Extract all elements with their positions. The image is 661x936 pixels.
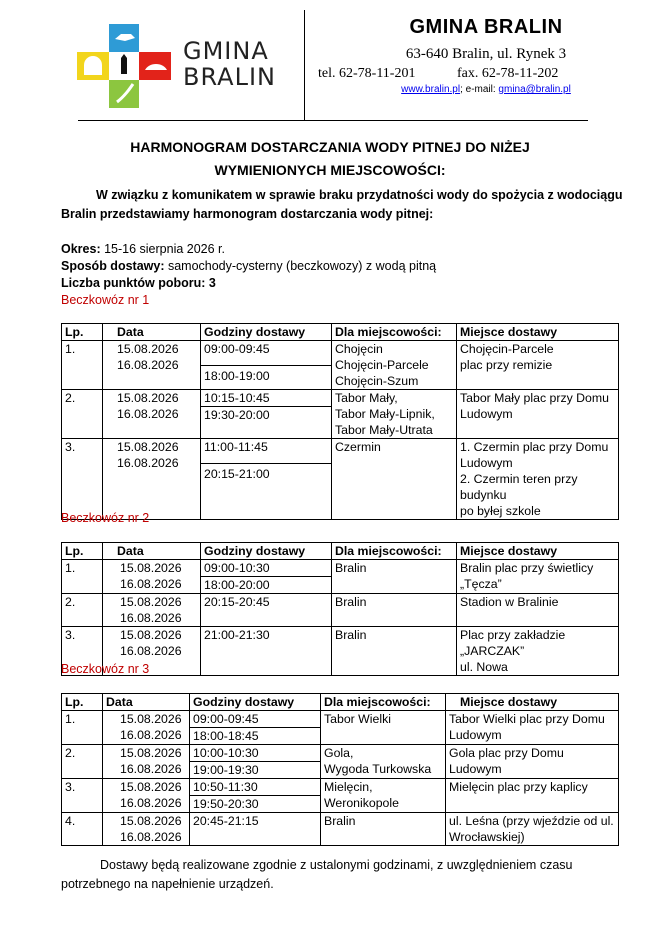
table-row: [62, 711, 619, 745]
cell-lp: 3.: [62, 779, 103, 813]
cell-hours: 20:15-20:45: [201, 594, 332, 627]
cell-place: Stadion w Bralinie: [457, 594, 619, 627]
cell-locality: Bralin: [321, 813, 446, 846]
cell-date: [103, 594, 201, 627]
cell-locality: Bralin: [332, 594, 457, 627]
cell-date: [103, 439, 201, 520]
place-1: Chojęcin-Parcele: [460, 342, 554, 356]
cell-hours: [190, 745, 321, 779]
cell-lp: 3.: [62, 627, 103, 676]
locality-1: Chojęcin: [335, 342, 383, 356]
hours-1: 10:00-10:30: [190, 745, 320, 762]
period-label: Okres:: [61, 242, 101, 256]
letterhead-contacts: [318, 66, 658, 82]
table-row: [62, 390, 619, 439]
table-header-row: [62, 694, 619, 711]
logo-text-gmina: GMINA: [183, 37, 269, 65]
cell-locality: Bralin: [332, 627, 457, 676]
cell-hours: [201, 560, 332, 594]
cell-date: [103, 341, 201, 390]
col-header-hours: Godziny dostawy: [201, 324, 332, 341]
cell-hours: 21:00-21:30: [201, 627, 332, 676]
web-contact-line: [308, 84, 661, 95]
place-4: po byłej szkole: [460, 504, 541, 518]
cell-locality: [321, 779, 446, 813]
place-2: Ludowym: [460, 407, 513, 421]
col-header-date: Data: [103, 694, 190, 711]
cell-lp: 1.: [62, 341, 103, 390]
cell-place: [457, 439, 619, 520]
locality-3: Tabor Mały-Utrata: [335, 423, 433, 437]
cell-date: [103, 745, 190, 779]
cell-lp: 3.: [62, 439, 103, 520]
cell-place: [446, 813, 619, 846]
cell-lp: 1.: [62, 560, 103, 594]
cell-hours: [201, 439, 332, 520]
cell-place: [457, 627, 619, 676]
place-2: Wrocławskiej): [449, 830, 525, 844]
hours-2: 18:00-20:00: [204, 578, 270, 592]
place-3: 2. Czermin teren przy budynku: [460, 472, 578, 502]
tanker-1-label: Beczkowóz nr 1: [61, 293, 150, 307]
col-header-date: Data: [103, 543, 201, 560]
cell-locality: Bralin: [332, 560, 457, 594]
period-value: 15-16 sierpnia 2026 r.: [100, 242, 225, 256]
place-2: Ludowym: [460, 456, 513, 470]
col-header-locality: Dla miejscowości:: [321, 694, 446, 711]
cell-lp: 4.: [62, 813, 103, 846]
method-line: [61, 259, 436, 273]
points-label: Liczba punktów poboru:: [61, 276, 206, 290]
col-header-lp: Lp.: [62, 694, 103, 711]
hours-2: 19:00-19:30: [193, 763, 259, 777]
place-2: plac przy remizie: [460, 358, 553, 372]
col-header-lp: Lp.: [62, 324, 103, 341]
website-link[interactable]: www.bralin.pl: [401, 84, 461, 95]
cell-date: [103, 560, 201, 594]
cell-date: [103, 779, 190, 813]
tanker-2-label: Beczkowóz nr 2: [61, 511, 150, 525]
col-header-locality: Dla miejscowości:: [332, 543, 457, 560]
locality-1: Gola,: [324, 746, 354, 760]
date-2: 16.08.2026: [117, 407, 179, 421]
points-value: 3: [205, 276, 216, 290]
table-header-row: [62, 324, 619, 341]
date-1: 15.08.2026: [117, 440, 179, 454]
footer-line2: potrzebnego na napełnienie urządzeń.: [61, 877, 274, 891]
col-header-place: Miejsce dostawy: [446, 694, 619, 711]
hours-1: 09:00-10:30: [201, 560, 331, 577]
locality-1: Tabor Mały,: [335, 391, 398, 405]
hours-2: 19:50-20:30: [193, 797, 259, 811]
intro-line2: Bralin przedstawiamy harmonogram dostarczania wody pitnej:: [61, 207, 434, 221]
date-2: 16.08.2026: [120, 644, 182, 658]
schedule-table-2: [61, 542, 619, 676]
tanker-3-label: Beczkowóz nr 3: [61, 662, 150, 676]
date-1: 15.08.2026: [120, 814, 182, 828]
hours-1: 10:15-10:45: [201, 390, 331, 407]
cell-locality: [332, 439, 457, 520]
date-2: 16.08.2026: [120, 762, 182, 776]
schedule-table-3: [61, 693, 619, 846]
coat-of-arms-icon: [75, 22, 175, 110]
date-1: 15.08.2026: [117, 391, 179, 405]
document-title-line2: WYMIENIONYCH MIEJSCOWOŚCI:: [214, 162, 446, 178]
document-title-line1: HARMONOGRAM DOSTARCZANIA WODY PITNEJ DO NIŻEJ: [130, 139, 530, 155]
locality-2: Chojęcin-Parcele: [335, 358, 429, 372]
letterhead-address: 63-640 Bralin, ul. Rynek 3: [405, 46, 567, 62]
table-row: [62, 779, 619, 813]
email-label: ; e-mail:: [460, 84, 496, 95]
hours-2: 18:00-18:45: [193, 729, 259, 743]
date-2: 16.08.2026: [117, 358, 179, 372]
cell-hours: [201, 341, 332, 390]
date-1: 15.08.2026: [120, 712, 182, 726]
date-2: 16.08.2026: [120, 577, 182, 591]
table-header-row: [62, 543, 619, 560]
table-row: [62, 813, 619, 846]
col-header-place: Miejsce dostawy: [457, 324, 619, 341]
cell-locality: [321, 745, 446, 779]
place-1: Tabor Mały plac przy Domu: [460, 391, 609, 405]
cell-lp: 2.: [62, 745, 103, 779]
date-2: 16.08.2026: [117, 456, 179, 470]
cell-locality: [332, 390, 457, 439]
fax-number: fax. 62-78-11-202: [457, 66, 559, 81]
table-row: [62, 560, 619, 594]
schedule-table-1: [61, 323, 619, 520]
logo-text-bralin: BRALIN: [183, 63, 276, 91]
date-2: 16.08.2026: [120, 728, 182, 742]
hours-1: 11:00-11:45: [201, 439, 331, 464]
table-row: [62, 439, 619, 520]
table-row: [62, 341, 619, 390]
locality-2: Weronikopole: [324, 796, 399, 810]
date-2: 16.08.2026: [120, 796, 182, 810]
col-header-hours: Godziny dostawy: [190, 694, 321, 711]
hours-1: 10:50-11:30: [190, 779, 320, 796]
col-header-place: Miejsce dostawy: [457, 543, 619, 560]
cell-locality: Tabor Wielki: [321, 711, 446, 745]
cell-place: [446, 711, 619, 745]
hours-2: 18:00-19:00: [204, 369, 270, 383]
locality-1: Czermin: [335, 440, 381, 454]
table-row: [62, 594, 619, 627]
place-1: Plac przy zakładzie „JARCZAK”: [460, 628, 566, 658]
col-header-date: Data: [103, 324, 201, 341]
locality-2: Wygoda Turkowska: [324, 762, 432, 776]
table-row: [62, 745, 619, 779]
header-rule: [78, 120, 588, 121]
cell-hours: 20:45-21:15: [190, 813, 321, 846]
cell-date: [103, 813, 190, 846]
locality-1: Mielęcin,: [324, 780, 373, 794]
footer-line1: Dostawy będą realizowane zgodnie z ustalonymi godzinami, z uwzględnieniem czasu: [100, 858, 573, 872]
gmina-logo: [75, 22, 290, 110]
place-1: ul. Leśna (przy wjeździe od ul.: [449, 814, 614, 828]
cell-place: [457, 390, 619, 439]
letterhead-title: GMINA BRALIN: [409, 16, 563, 38]
cell-hours: [190, 779, 321, 813]
cell-hours: [201, 390, 332, 439]
col-header-locality: Dla miejscowości:: [332, 324, 457, 341]
phone-number: tel. 62-78-11-201: [318, 66, 416, 81]
date-1: 15.08.2026: [117, 342, 179, 356]
hours-1: 09:00-09:45: [201, 341, 331, 366]
hours-1: 09:00-09:45: [190, 711, 320, 728]
date-2: 16.08.2026: [120, 830, 182, 844]
cell-hours: [190, 711, 321, 745]
date-1: 15.08.2026: [120, 595, 182, 609]
cell-date: [103, 711, 190, 745]
cell-place: Bralin plac przy świetlicy „Tęcza”: [457, 560, 619, 594]
date-1: 15.08.2026: [120, 780, 182, 794]
date-1: 15.08.2026: [120, 628, 182, 642]
date-2: 16.08.2026: [120, 611, 182, 625]
place-2: ul. Nowa: [460, 660, 508, 674]
method-label: Sposób dostawy:: [61, 259, 165, 273]
place-2: Ludowym: [449, 728, 502, 742]
method-value: samochody-cysterny (beczkowozy) z wodą pitną: [164, 259, 437, 273]
hours-2: 20:15-21:00: [204, 467, 270, 481]
col-header-lp: Lp.: [62, 543, 103, 560]
locality-2: Tabor Mały-Lipnik,: [335, 407, 435, 421]
place-1: Tabor Wielki plac przy Domu: [449, 712, 605, 726]
date-1: 15.08.2026: [120, 746, 182, 760]
header-divider: [304, 10, 305, 120]
cell-place: Gola plac przy Domu Ludowym: [446, 745, 619, 779]
cell-lp: 2.: [62, 594, 103, 627]
hours-2: 19:30-20:00: [204, 408, 270, 422]
points-line: [61, 276, 216, 290]
intro-line1: W związku z komunikatem w sprawie braku przydatności wody do spożycia z wodociągu: [96, 188, 623, 202]
date-1: 15.08.2026: [120, 561, 182, 575]
col-header-hours: Godziny dostawy: [201, 543, 332, 560]
locality-3: Chojęcin-Szum: [335, 374, 419, 388]
cell-lp: 2.: [62, 390, 103, 439]
cell-place: Mielęcin plac przy kaplicy: [446, 779, 619, 813]
cell-locality: [332, 341, 457, 390]
cell-date: [103, 390, 201, 439]
place-1: 1. Czermin plac przy Domu: [460, 440, 609, 454]
email-link[interactable]: gmina@bralin.pl: [498, 84, 571, 95]
cell-lp: 1.: [62, 711, 103, 745]
period-line: [61, 242, 225, 256]
cell-place: [457, 341, 619, 390]
